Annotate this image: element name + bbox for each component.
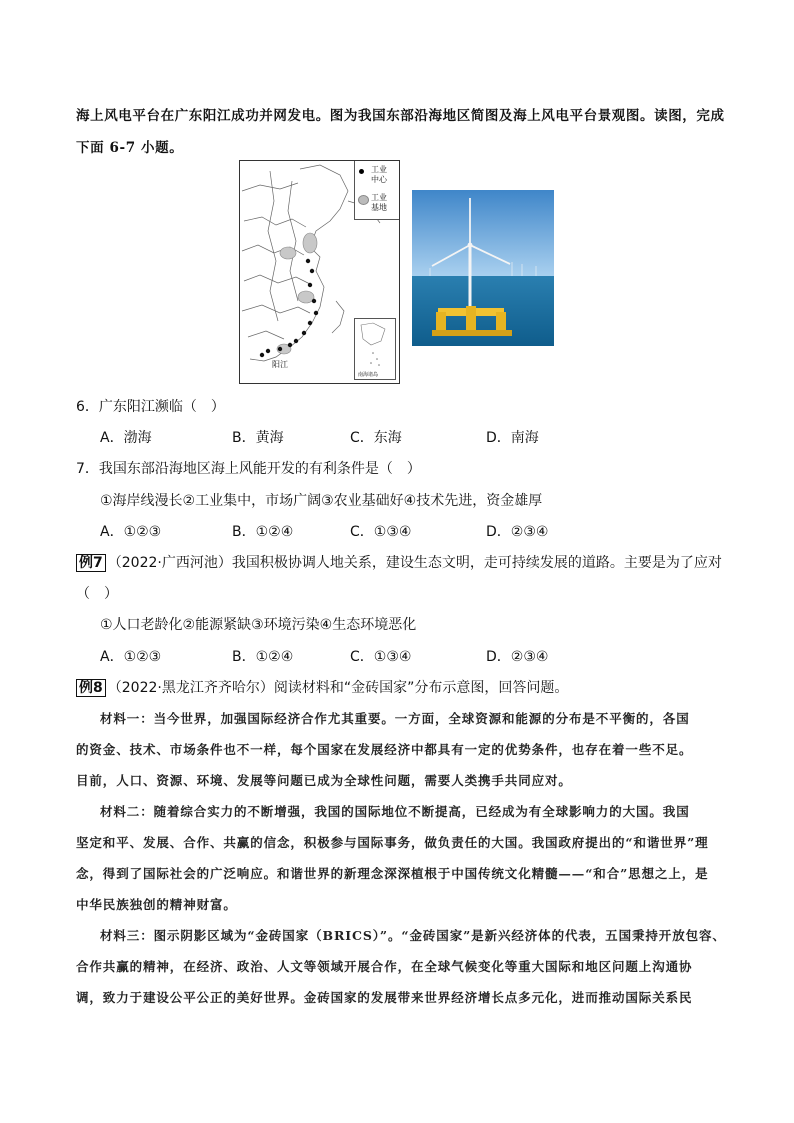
- q6-option-b[interactable]: B．黄海: [232, 430, 284, 446]
- ex8-material-3-line-2: 合作共赢的精神，在经济、政治、人文等领域开展合作，在全球气候变化等重大国际和地区问题上沟通协: [76, 959, 693, 974]
- q6-option-c[interactable]: C．东海: [350, 430, 402, 446]
- yangjiang-label: 阳江: [272, 360, 288, 369]
- south-china-sea-inset: [354, 318, 396, 380]
- ex8-material-2-line-1: 材料二：随着综合实力的不断增强，我国的国际地位不断提高，已经成为有全球影响力的大国。我国: [100, 804, 690, 819]
- q7-option-b[interactable]: B．①②④: [232, 524, 294, 540]
- ex8-material-3-line-3: 调，致力于建设公平公正的美好世界。金砖国家的发展带来世界经济增长点多元化，进而推动国际关系民: [76, 990, 693, 1005]
- industry-base-marker-icon: [358, 195, 369, 205]
- east-coast-map: [239, 160, 400, 384]
- offshore-wind-platform-photo: [412, 190, 554, 346]
- q6-option-d[interactable]: D．南海: [486, 430, 539, 446]
- q7-option-c[interactable]: C．①③④: [350, 524, 412, 540]
- q7-option-d[interactable]: D．②③④: [486, 524, 549, 540]
- ex8-material-3-line-1: 材料三：图示阴影区域为“金砖国家（BRICS）”。“金砖国家”是新兴经济体的代表，五国秉持开放包容、: [100, 928, 726, 943]
- legend-industry-base: [371, 193, 387, 213]
- ex7-stem-2: （ ）: [76, 586, 118, 602]
- ex8-material-2-line-3: 念，得到了国际社会的广泛响应。和谐世界的新理念深深植根于中国传统文化精髓——“和合”思想之上，是: [76, 866, 709, 881]
- ex7-stem-line: [76, 552, 722, 572]
- q6-option-a[interactable]: A．渤海: [100, 430, 152, 446]
- ex8-tag: 例8: [76, 679, 106, 697]
- q7-option-a[interactable]: A．①②③: [100, 524, 162, 540]
- ex8-stem-line: [76, 677, 568, 697]
- legend-base-l1: 工业: [371, 193, 387, 202]
- ex7-option-d[interactable]: D．②③④: [486, 649, 549, 665]
- legend-base-l2: 基地: [371, 203, 387, 212]
- q7-stem: 7．我国东部沿海地区海上风能开发的有利条件是（ ）: [76, 461, 421, 477]
- ex7-option-a[interactable]: A．①②③: [100, 649, 162, 665]
- ex7-items: ①人口老龄化②能源紧缺③环境污染④生态环境恶化: [100, 617, 417, 633]
- wind-turbine-image: [412, 190, 554, 346]
- legend-industry-center: [371, 165, 387, 185]
- ex8-material-2-line-2: 坚定和平、发展、合作、共赢的信念，积极参与国际事务，做负责任的大国。我国政府提出的“和谐世界”理: [76, 835, 709, 850]
- ex7-option-b[interactable]: B．①②④: [232, 649, 294, 665]
- ex8-material-1-line-2: 的资金、技术、市场条件也不一样，每个国家在发展经济中都具有一定的优势条件，也存在着一些不足。: [76, 742, 693, 757]
- legend-center-l1: 工业: [371, 165, 387, 174]
- inset-drawing: [355, 319, 395, 379]
- q7-items: ①海岸线漫长②工业集中，市场广阔③农业基础好④技术先进，资金雄厚: [100, 493, 543, 509]
- intro-line-1: 海上风电平台在广东阳江成功并网发电。图为我国东部沿海地区简图及海上风电平台景观图。读图，完成: [76, 108, 725, 124]
- legend-center-l2: 中心: [371, 175, 387, 184]
- q6-stem: 6．广东阳江濒临（ ）: [76, 399, 225, 415]
- ex7-option-c[interactable]: C．①③④: [350, 649, 412, 665]
- ex8-material-1-line-3: 目前，人口、资源、环境、发展等问题已成为全球性问题，需要人类携手共同应对。: [76, 773, 572, 788]
- ex8-material-2-line-4: 中华民族独创的精神财富。: [76, 897, 237, 912]
- inset-label: 南海诸岛: [358, 372, 379, 378]
- ex7-tag: 例7: [76, 554, 106, 572]
- ex7-stem: （2022·广西河池）我国积极协调人地关系，建设生态文明，走可持续发展的道路。主要是为了应对: [107, 555, 722, 571]
- map-legend: [354, 161, 399, 220]
- industry-center-marker-icon: [359, 169, 364, 174]
- ex8-material-1-line-1: 材料一：当今世界，加强国际经济合作尤其重要。一方面，全球资源和能源的分布是不平衡的，各国: [100, 711, 690, 726]
- intro-line-2: 下面 6-7 小题。: [76, 140, 184, 156]
- ex8-stem: （2022·黑龙江齐齐哈尔）阅读材料和“金砖国家”分布示意图，回答问题。: [107, 680, 569, 696]
